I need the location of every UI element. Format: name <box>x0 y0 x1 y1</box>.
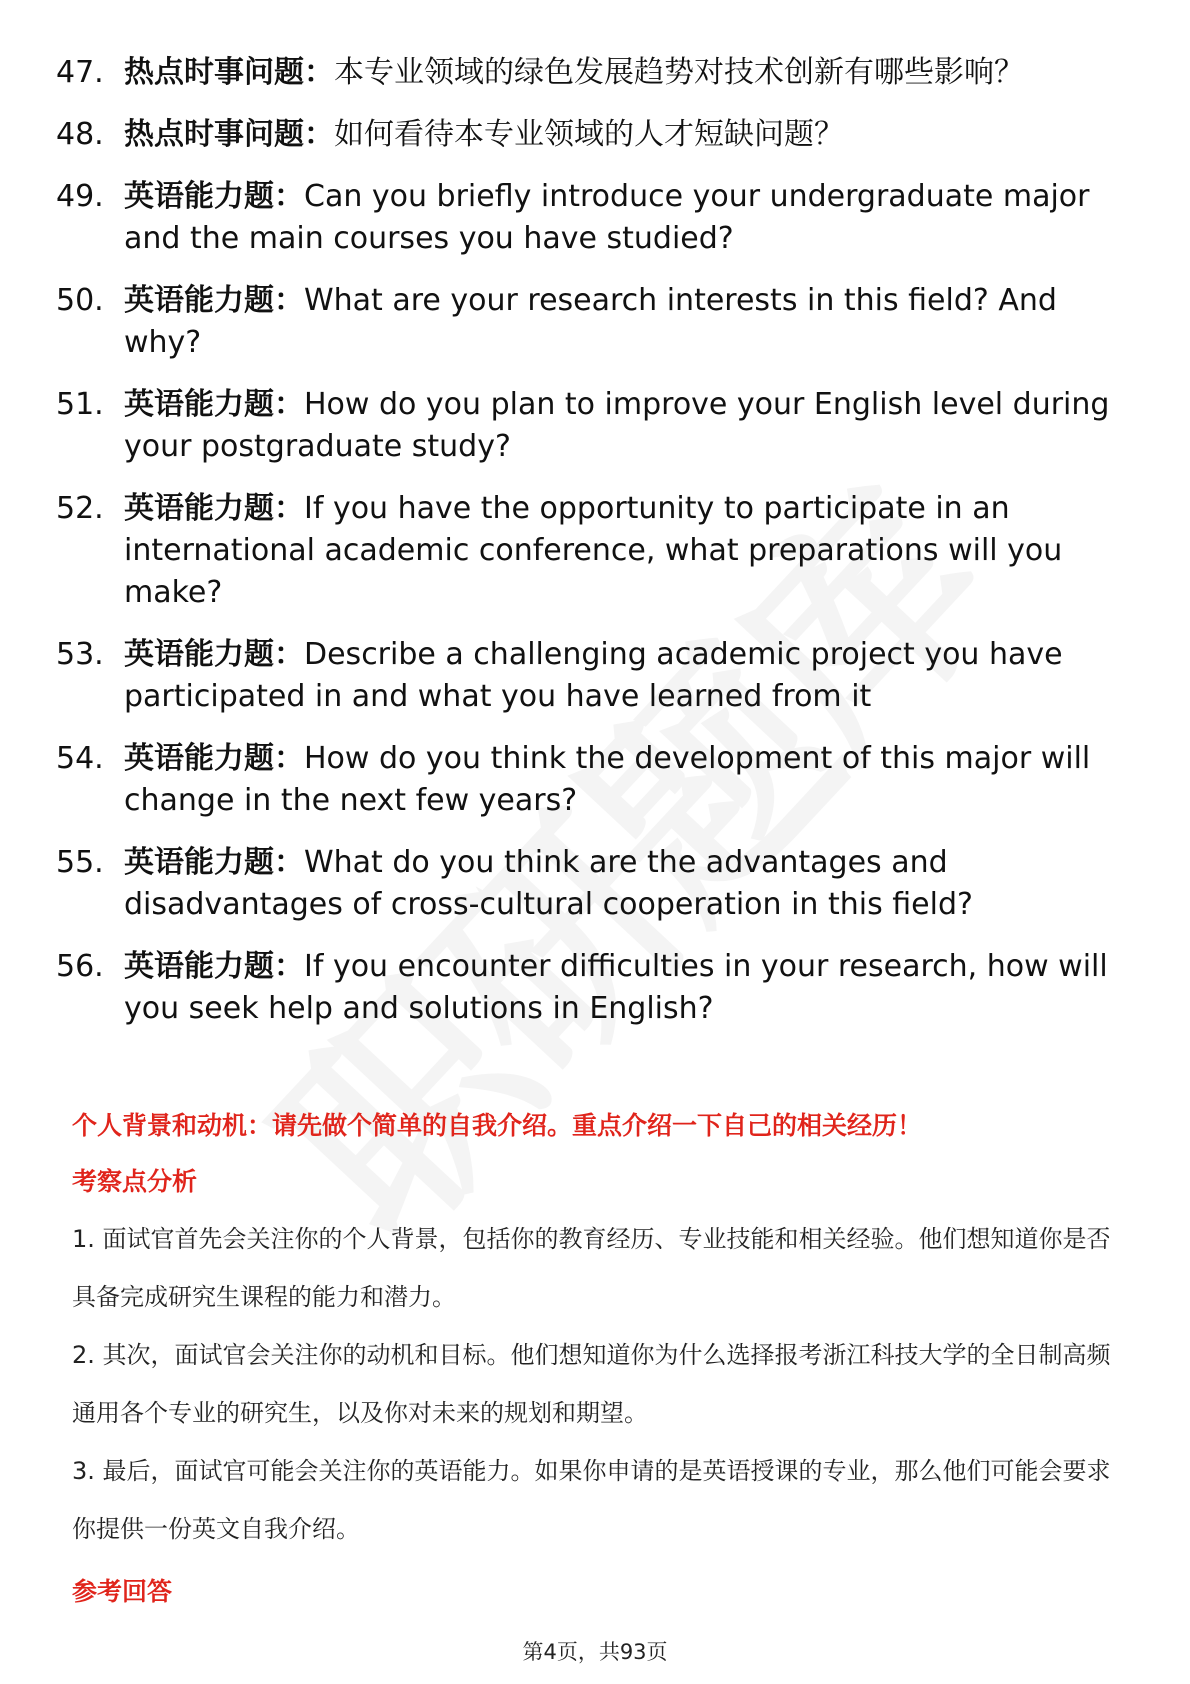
question-text: How do you think the development of this major will change in the next few years? <box>124 741 1091 818</box>
section-heading: 个人背景和动机：请先做个简单的自我介绍。重点介绍一下自己的相关经历！ <box>72 1111 923 1140</box>
analysis-paragraph: 3. 最后，面试官可能会关注你的英语能力。如果你申请的是英语授课的专业，那么他们可能会要求你提供一份英文自我介绍。 <box>72 1457 1111 1543</box>
question-category: 英语能力题： <box>124 741 304 776</box>
analysis-heading: 考察点分析 <box>72 1167 198 1196</box>
question-category: 英语能力题： <box>124 179 304 214</box>
question-text: How do you plan to improve your English level during your postgraduate study? <box>124 387 1110 464</box>
question-category: 英语能力题： <box>124 283 304 318</box>
analysis-paragraph: 1. 面试官首先会关注你的个人背景，包括你的教育经历、专业技能和相关经验。他们想知道你是否具备完成研究生课程的能力和潜力。 <box>72 1225 1111 1311</box>
question-category: 英语能力题： <box>124 387 304 422</box>
question-text: 如何看待本专业领域的人才短缺问题？ <box>334 117 844 152</box>
question-text: What are your research interests in this field? And why? <box>124 283 1057 360</box>
question-number: 50. <box>56 283 104 318</box>
question-text: Describe a challenging academic project you have participated in and what you have learned from it <box>124 637 1063 714</box>
question-category: 热点时事问题： <box>124 117 334 152</box>
question-item <box>56 280 1136 364</box>
analysis-paragraph: 2. 其次，面试官会关注你的动机和目标。他们想知道你为什么选择报考浙江科技大学的全日制高频通用各个专业的研究生，以及你对未来的规划和期望。 <box>72 1341 1111 1427</box>
answer-heading: 参考回答 <box>72 1577 173 1606</box>
question-item <box>56 176 1136 260</box>
question-text: If you encounter difficulties in your research, how will you seek help and solutions in English? <box>124 949 1108 1026</box>
question-number: 55. <box>56 845 104 880</box>
question-item <box>56 634 1136 718</box>
question-text: What do you think are the advantages and disadvantages of cross-cultural cooperation in this field? <box>124 845 973 922</box>
question-category: 热点时事问题： <box>124 55 334 90</box>
page-number: 第4页，共93页 <box>522 1640 668 1664</box>
question-number: 47. <box>56 55 104 90</box>
question-category: 英语能力题： <box>124 949 304 984</box>
question-category: 英语能力题： <box>124 845 304 880</box>
question-text: If you have the opportunity to participate in an international academic conference, what preparations will you make? <box>124 491 1063 610</box>
question-text: 本专业领域的绿色发展趋势对技术创新有哪些影响？ <box>334 55 1024 90</box>
question-item <box>56 488 1136 614</box>
question-category: 英语能力题： <box>124 491 304 526</box>
question-number: 53. <box>56 637 104 672</box>
question-item <box>56 738 1136 822</box>
question-number: 56. <box>56 949 104 984</box>
question-item <box>56 946 1136 1030</box>
question-number: 48. <box>56 117 104 152</box>
analysis-body <box>72 1210 1132 1558</box>
question-text: Can you briefly introduce your undergraduate major and the main courses you have studied? <box>124 179 1090 256</box>
question-list <box>56 52 1136 1050</box>
question-item <box>56 384 1136 468</box>
question-item <box>56 114 1136 156</box>
question-number: 52. <box>56 491 104 526</box>
question-number: 54. <box>56 741 104 776</box>
question-item <box>56 52 1136 94</box>
question-category: 英语能力题： <box>124 637 304 672</box>
question-number: 49. <box>56 179 104 214</box>
question-item <box>56 842 1136 926</box>
question-number: 51. <box>56 387 104 422</box>
